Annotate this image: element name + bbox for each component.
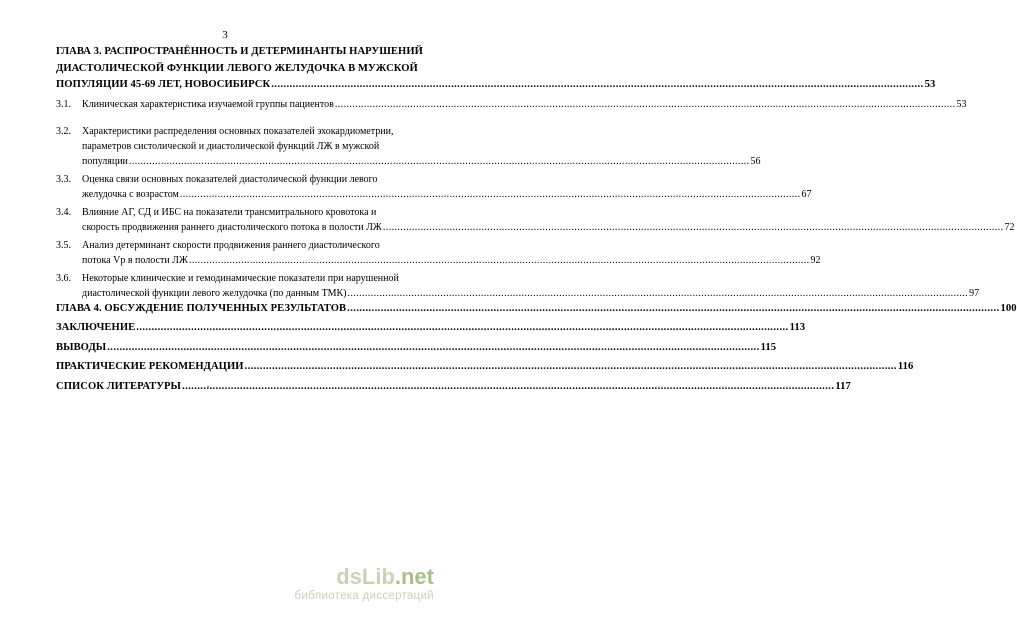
toc-references[interactable] (56, 379, 851, 396)
toc-section-page: 97 (969, 287, 980, 299)
toc-section-title-line-3: популяции (82, 155, 128, 167)
toc-references-title: СПИСОК ЛИТЕРАТУРЫ (56, 380, 182, 392)
toc-section-page: 92 (810, 254, 821, 266)
toc-chapter-3-page: 53 (924, 79, 936, 90)
toc-findings[interactable] (56, 340, 777, 357)
toc-chapter-4[interactable] (56, 301, 1017, 318)
dot-leader (129, 154, 750, 169)
toc-section-title-line-1: Влияние АГ, СД и ИБС на показатели трансмитрального кровотока и (82, 206, 377, 218)
toc-conclusion[interactable] (56, 320, 806, 337)
dot-leader (335, 97, 956, 112)
toc-section-page: 56 (750, 155, 761, 167)
dot-leader (136, 320, 788, 337)
toc-section-title-line-1: Анализ детерминант скорости продвижения раннего диастолического (82, 239, 380, 251)
toc-section-title-line-2: скорость продвижения раннего диастолического потока в полости ЛЖ (82, 221, 382, 233)
watermark-logo-tld: .net (394, 564, 434, 589)
toc-chapter-3-line-1: ГЛАВА 3. РАСПРОСТРАНЁННОСТЬ И ДЕТЕРМИНАНТЫ НАРУШЕНИЙ (56, 46, 423, 57)
toc-section-title-line-1: Характеристики распределения основных показателей эхокардиометрии, (82, 125, 394, 137)
toc-recommendations[interactable] (56, 359, 914, 376)
toc-section-3-6[interactable] (56, 271, 980, 301)
dot-leader (347, 301, 999, 318)
dot-leader (182, 379, 834, 396)
toc-section-3-1[interactable] (56, 97, 967, 112)
toc-section-number: 3.2. (56, 125, 71, 137)
dot-leader (189, 253, 810, 268)
toc-section-number: 3.6. (56, 272, 71, 284)
toc-section-number: 3.1. (56, 98, 71, 110)
dot-leader (107, 340, 759, 357)
toc-section-page: 53 (956, 98, 967, 110)
toc-section-3-2[interactable] (56, 124, 761, 169)
dot-leader (383, 220, 1004, 235)
toc-chapter-3-line-3: ПОПУЛЯЦИИ 45-69 ЛЕТ, НОВОСИБИРСК (56, 79, 271, 90)
toc-chapter-4-page: 100 (1000, 302, 1017, 314)
scan-speck (207, 386, 209, 388)
toc-chapter-3[interactable] (56, 44, 936, 94)
dot-leader (271, 77, 923, 94)
toc-section-3-5[interactable] (56, 238, 821, 268)
page-number: 3 (222, 29, 228, 41)
toc-section-number: 3.4. (56, 206, 71, 218)
toc-section-number: 3.5. (56, 239, 71, 251)
toc-references-page: 117 (835, 380, 851, 392)
toc-section-title: Клиническая характеристика изучаемой группы пациентов (82, 98, 334, 110)
toc-recommendations-page: 116 (897, 361, 914, 372)
toc-conclusion-page: 113 (789, 322, 806, 333)
toc-section-title-line-2: диастолической функции левого желудочка (по данным ТМК) (82, 287, 347, 299)
toc-section-number: 3.3. (56, 173, 71, 185)
toc-chapter-3-line-2: ДИАСТОЛИЧЕСКОЙ ФУНКЦИИ ЛЕВОГО ЖЕЛУДОЧКА В МУЖСКОЙ (56, 62, 418, 74)
watermark (294, 565, 434, 603)
toc-section-3-4[interactable] (56, 205, 1015, 235)
dot-leader (180, 187, 801, 202)
toc-section-3-3[interactable] (56, 172, 812, 202)
toc-section-title-line-2: желудочка с возрастом (82, 188, 179, 200)
toc-findings-page: 115 (760, 341, 777, 353)
dot-leader (245, 359, 897, 376)
table-of-contents (56, 44, 1017, 395)
toc-findings-title: ВЫВОДЫ (56, 341, 107, 353)
toc-section-title-line-1: Оценка связи основных показателей диастолической функции левого (82, 173, 378, 185)
toc-chapter-4-title: ГЛАВА 4. ОБСУЖДЕНИЕ ПОЛУЧЕННЫХ РЕЗУЛЬТАТОВ (56, 302, 347, 314)
watermark-logo-main: dsLib (336, 564, 395, 589)
toc-section-title-line-2: потока Vp в полости ЛЖ (82, 254, 188, 266)
toc-conclusion-title: ЗАКЛЮЧЕНИЕ (56, 322, 136, 333)
toc-section-title-line-1: Некоторые клинические и гемодинамические показатели при нарушенной (82, 272, 399, 284)
toc-recommendations-title: ПРАКТИЧЕСКИЕ РЕКОМЕНДАЦИИ (56, 361, 244, 372)
watermark-tagline: библиотека диссертаций (294, 590, 434, 602)
toc-section-title-line-2: параметров систолической и диастолической функций ЛЖ в мужской (82, 140, 380, 152)
toc-section-page: 67 (801, 188, 812, 200)
watermark-logo (294, 565, 434, 589)
toc-section-page: 72 (1004, 221, 1015, 233)
dot-leader (347, 286, 968, 301)
